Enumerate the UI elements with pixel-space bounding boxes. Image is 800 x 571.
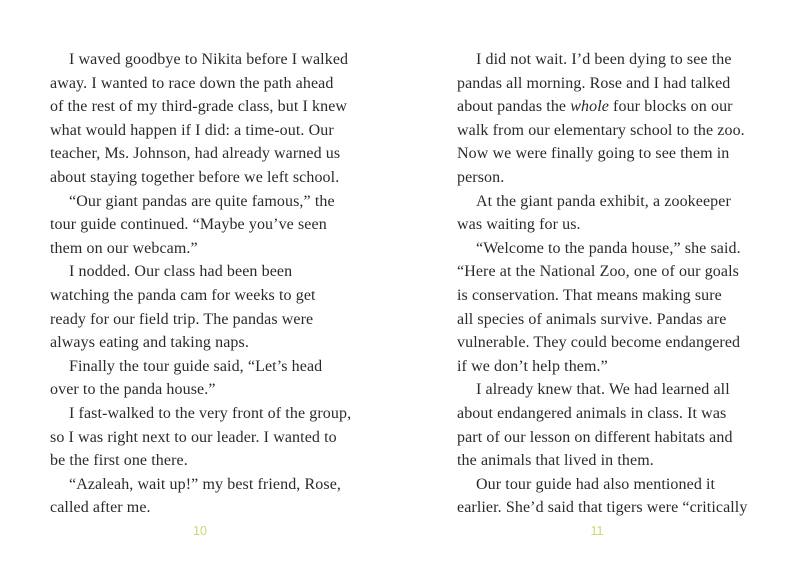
italic-text: whole (570, 98, 609, 116)
text-line: I fast-walked to the very front of the group, (69, 404, 352, 422)
text-line: always eating and taking naps. (50, 334, 249, 352)
text-line: I did not wait. I’d been dying to see the (476, 51, 732, 68)
text-line: was waiting for us. (457, 216, 581, 234)
text-line: “Our giant pandas are quite famous,” the (69, 192, 335, 210)
text-line: person. (457, 168, 505, 186)
text-line: about pandas the whole four blocks on our (457, 98, 733, 116)
page-right-text (457, 48, 787, 520)
text-line: I waved goodbye to Nikita before I walked (69, 51, 349, 68)
text-line: so I was right next to our leader. I wanted to (50, 428, 337, 446)
text-line: all species of animals survive. Pandas are (457, 310, 727, 328)
text-line: them on our webcam.” (50, 239, 198, 257)
text-line: Now we were finally going to see them in (457, 145, 730, 163)
text-line: “Azaleah, wait up!” my best friend, Rose, (69, 475, 342, 493)
text-line: tour guide continued. “Maybe you’ve seen (50, 216, 327, 234)
text-line: ready for our field trip. The pandas were (50, 310, 314, 328)
text-line: vulnerable. They could become endangered (457, 334, 741, 352)
text-line: pandas all morning. Rose and I had talked (457, 74, 731, 92)
text-line: “Here at the National Zoo, one of our goals (457, 263, 739, 281)
text-line: Finally the tour guide said, “Let’s head (69, 357, 323, 375)
text-line: what would happen if I did: a time-out. Our (50, 121, 334, 139)
text-line: about endangered animals in class. It was (457, 404, 727, 422)
text-line: is conservation. That means making sure (457, 286, 722, 304)
page-left-text (50, 48, 380, 520)
text-line: called after me. (50, 499, 151, 517)
text-line: about staying together before we left school. (50, 168, 340, 186)
text-line: I already knew that. We had learned all (476, 381, 730, 399)
text-line: if we don’t help them.” (457, 357, 608, 375)
text-line: walk from our elementary school to the zoo. (457, 121, 745, 139)
text-line: of the rest of my third-grade class, but I knew (50, 98, 348, 116)
text-line: “Welcome to the panda house,” she said. (476, 239, 741, 257)
text-line: be the first one there. (50, 452, 188, 470)
text-line: earlier. She’d said that tigers were “critically (457, 499, 748, 517)
text-line: teacher, Ms. Johnson, had already warned us (50, 145, 341, 163)
page-number-right: 11 (590, 524, 604, 538)
text-line: the animals that lived in them. (457, 452, 654, 470)
text-line: Our tour guide had also mentioned it (476, 475, 716, 493)
text-line: part of our lesson on different habitats and (457, 428, 733, 446)
text-line: I nodded. Our class had been been (69, 263, 293, 281)
text-line: At the giant panda exhibit, a zookeeper (476, 192, 731, 210)
page-number-left: 10 (193, 524, 207, 538)
text-line: over to the panda house.” (50, 381, 216, 399)
text-line: away. I wanted to race down the path ahead (50, 74, 334, 92)
text-line: watching the panda cam for weeks to get (50, 286, 316, 304)
